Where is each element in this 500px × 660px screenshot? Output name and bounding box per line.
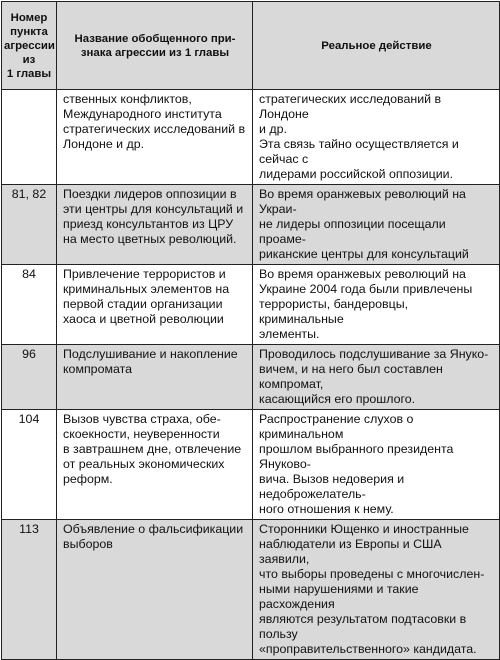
row-feature: Подслушивание и накопление компромата [57,345,253,410]
row-action: Проводилось подслушивание за Януко- вичем, и на него был составлен компромат, касающийся его прошлого. [253,345,500,410]
row-feature: Объявление о фальсификации выборов [57,520,253,660]
header-feature-name: Название обобщенного при- знака агрессии из 1 главы [57,2,253,90]
row-feature: ственных конфликтов, Международного института стратегических исследований в Лондоне и др. [57,90,253,185]
row-action: Во время оранжевых революций на Украи- не лидеры оппозиции посещали проаме- риканские центры для консультаций [253,185,500,265]
row-feature: Вызов чувства страха, обе- скоекности, неуверенности в завтрашнем дне, отвлечение от реальных экономических реформ. [57,410,253,520]
table-row [2,265,500,345]
row-number: 96 [2,345,57,410]
table-header-row [2,2,500,90]
row-number [2,90,57,185]
row-number: 81, 82 [2,185,57,265]
row-number: 113 [2,520,57,660]
row-action: Распространение слухов о криминальном прошлом выбранного президента Януково- вича. Вызов недоверия и недоброжелатель- ного отношения к нему. [253,410,500,520]
row-action: Сторонники Ющенко и иностранные наблюдатели из Европы и США заявили, что выборы проведены с многочислен- ными нарушениями и такие расхождения являются результатом подтасовки в пользу «проправительственного» кандидата. [253,520,500,660]
row-number: 84 [2,265,57,345]
table-row [2,520,500,660]
row-feature: Поездки лидеров оппозиции в эти центры для консультаций и приезд консультантов из ЦРУ на место цветных революций. [57,185,253,265]
row-feature: Привлечение террористов и криминальных элементов на первой стадии организации хаоса и цветной революции [57,265,253,345]
aggression-table [1,1,500,660]
table-row [2,410,500,520]
row-number: 104 [2,410,57,520]
document-page [0,1,500,656]
row-action: Во время оранжевых революций на Украине 2004 года были привлечены террористы, бандеровцы, криминальные элементы. [253,265,500,345]
table-row [2,185,500,265]
header-real-action: Реальное действие [253,2,500,90]
table-row [2,345,500,410]
row-action: стратегических исследований в Лондоне и др. Эта связь тайно осуществляется и сейчас с лидерами российской оппозиции. [253,90,500,185]
table-row [2,90,500,185]
header-item-number: Номер пункта агрессии из 1 главы [2,2,57,90]
